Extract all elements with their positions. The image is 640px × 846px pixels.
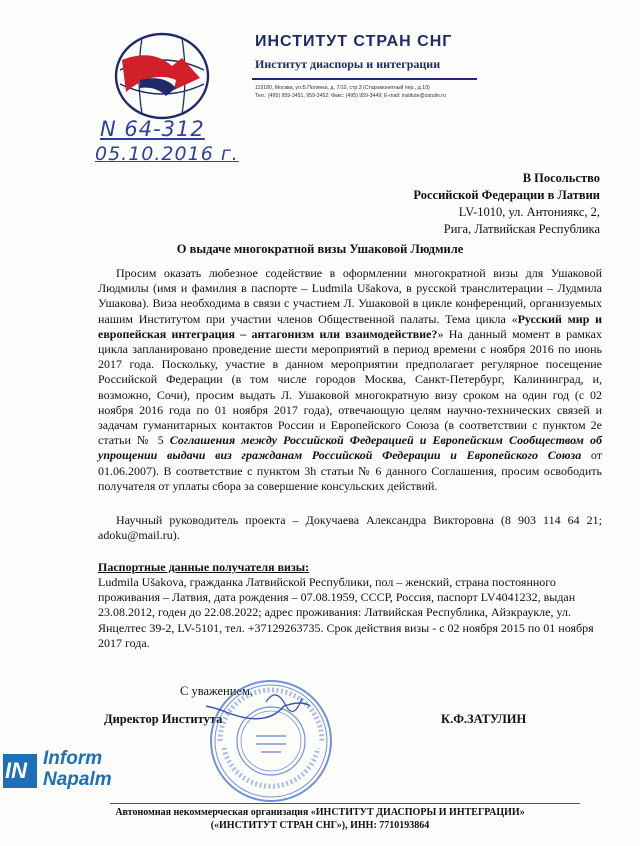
handwritten-date: 05.10.2016 г.	[95, 143, 239, 165]
letter-subject: О выдаче многократной визы Ушаковой Людмиле	[176, 242, 464, 256]
org-subtitle: Институт диаспоры и интеграции	[255, 57, 441, 71]
supervisor-contact: Научный руководитель проекта – Докучаева Александра Викторовна (8 903 114 64 21; adoku@mail.ru).	[98, 513, 602, 543]
addressee-line: Рига, Латвийская Республика	[443, 222, 600, 236]
agreement-title: Соглашения между Российской Федерацией и Европейским Сообществом об упрощении выдачи виз гражданам Российской Федерации и Европейского Союза	[98, 433, 602, 463]
closing-regards: С уважением,	[180, 684, 253, 698]
org-contacts-line: Тел.: (495) 959-3451, 959-3452; Факс: (495) 959-3449; E-mail: institute@zatulin.ru	[255, 93, 446, 99]
org-address-line: 119180, Москва, ул.Б.Полянка, д. 7/10, стр.3 (Старомонетный пер., д.10)	[255, 85, 430, 91]
cycle-theme: Русский мир и европейская интеграция – антагонизм или взаимодействие?	[98, 311, 603, 341]
footer	[0, 806, 640, 832]
addressee-line: LV-1010, ул. Антониякс, 2,	[458, 205, 600, 219]
passport-heading: Паспортные данные получателя визы:	[98, 560, 310, 574]
signer-name: К.Ф.ЗАТУЛИН	[441, 712, 527, 726]
footer-line: Автономная некоммерческая организация «ИНСТИТУТ ДИАСПОРЫ И ИНТЕГРАЦИИ»	[115, 807, 525, 818]
institute-logo-icon	[112, 30, 222, 122]
body-text: от 01.06.2007). В соответствие с пунктом 3h статьи № 6 данного Соглашения, просим освободить получателя от уплаты сбора за совершение консульских действий.	[98, 448, 602, 493]
handwritten-outgoing-number: N 64-312	[100, 117, 205, 141]
director-position: Директор Института	[104, 712, 223, 726]
inform-napalm-badge-icon: IN	[3, 754, 37, 788]
official-stamp-icon	[206, 676, 336, 806]
addressee-block	[413, 170, 600, 238]
passport-details: Ludmila Ušakova, гражданка Латвийской Республики, пол – женский, страна постоянного проживания – Латвия, дата рождения – 07.08.1959, СССР, Россия, паспорт LV4041232, выдан 23.08.2012, годен до 22.08.2022; адрес проживания: Латвийская Республика, Айзкраукле, ул. Янцелтес 39-2, LV-5101, тел. +37129263735. Срок действия визы - с 02 ноября 2015 по 01 ноября 2017 года.	[98, 575, 594, 650]
header-divider	[252, 78, 477, 80]
watermark-text: Napalm	[43, 769, 112, 790]
body-text: » На данный момент в рамках цикла запланировано проведение шести мероприятий в период времени с ноября 2016 по июнь 2017 года. Поскольку, участие в данном мероприятии предполагает регулярное посещение Российской Федерации (в том числе городов Москва, Санкт-Петербург, Калининград, и, возможно, Сочи), просим выдать Л. Ушаковой многократную визу сроком на один год (с 02 ноября 2016 года по 01 ноября 2017 года), отвечающую целям научно-технических связей и задачам гуманитарных контактов России и Европейского Союза (в соответствии с пунктом 2е статьи № 5	[98, 326, 602, 448]
watermark-text: Inform	[43, 748, 103, 769]
inform-napalm-watermark	[3, 748, 133, 792]
addressee-line: Российской Федерации в Латвии	[413, 188, 600, 202]
org-address	[255, 84, 515, 100]
org-title: ИНСТИТУТ СТРАН СНГ	[255, 33, 453, 50]
addressee-line: В Посольство	[522, 171, 600, 185]
footer-divider	[110, 803, 580, 804]
letter-body	[98, 266, 602, 494]
footer-line: («ИНСТИТУТ СТРАН СНГ»), ИНН: 7710193864	[210, 820, 430, 831]
body-text: Просим оказать любезное содействие в оформлении многократной визы для Ушаковой Людмилы (имя и фамилия в паспорте – Ludmila Ušakova, в русской транслитерации – Лудмила Ушакова). Виза необходима в связи с участием Л. Ушаковой в цикле конференций, организуемых нашим Институтом при участии членов Общественной палаты. Тема цикла «	[98, 266, 602, 326]
